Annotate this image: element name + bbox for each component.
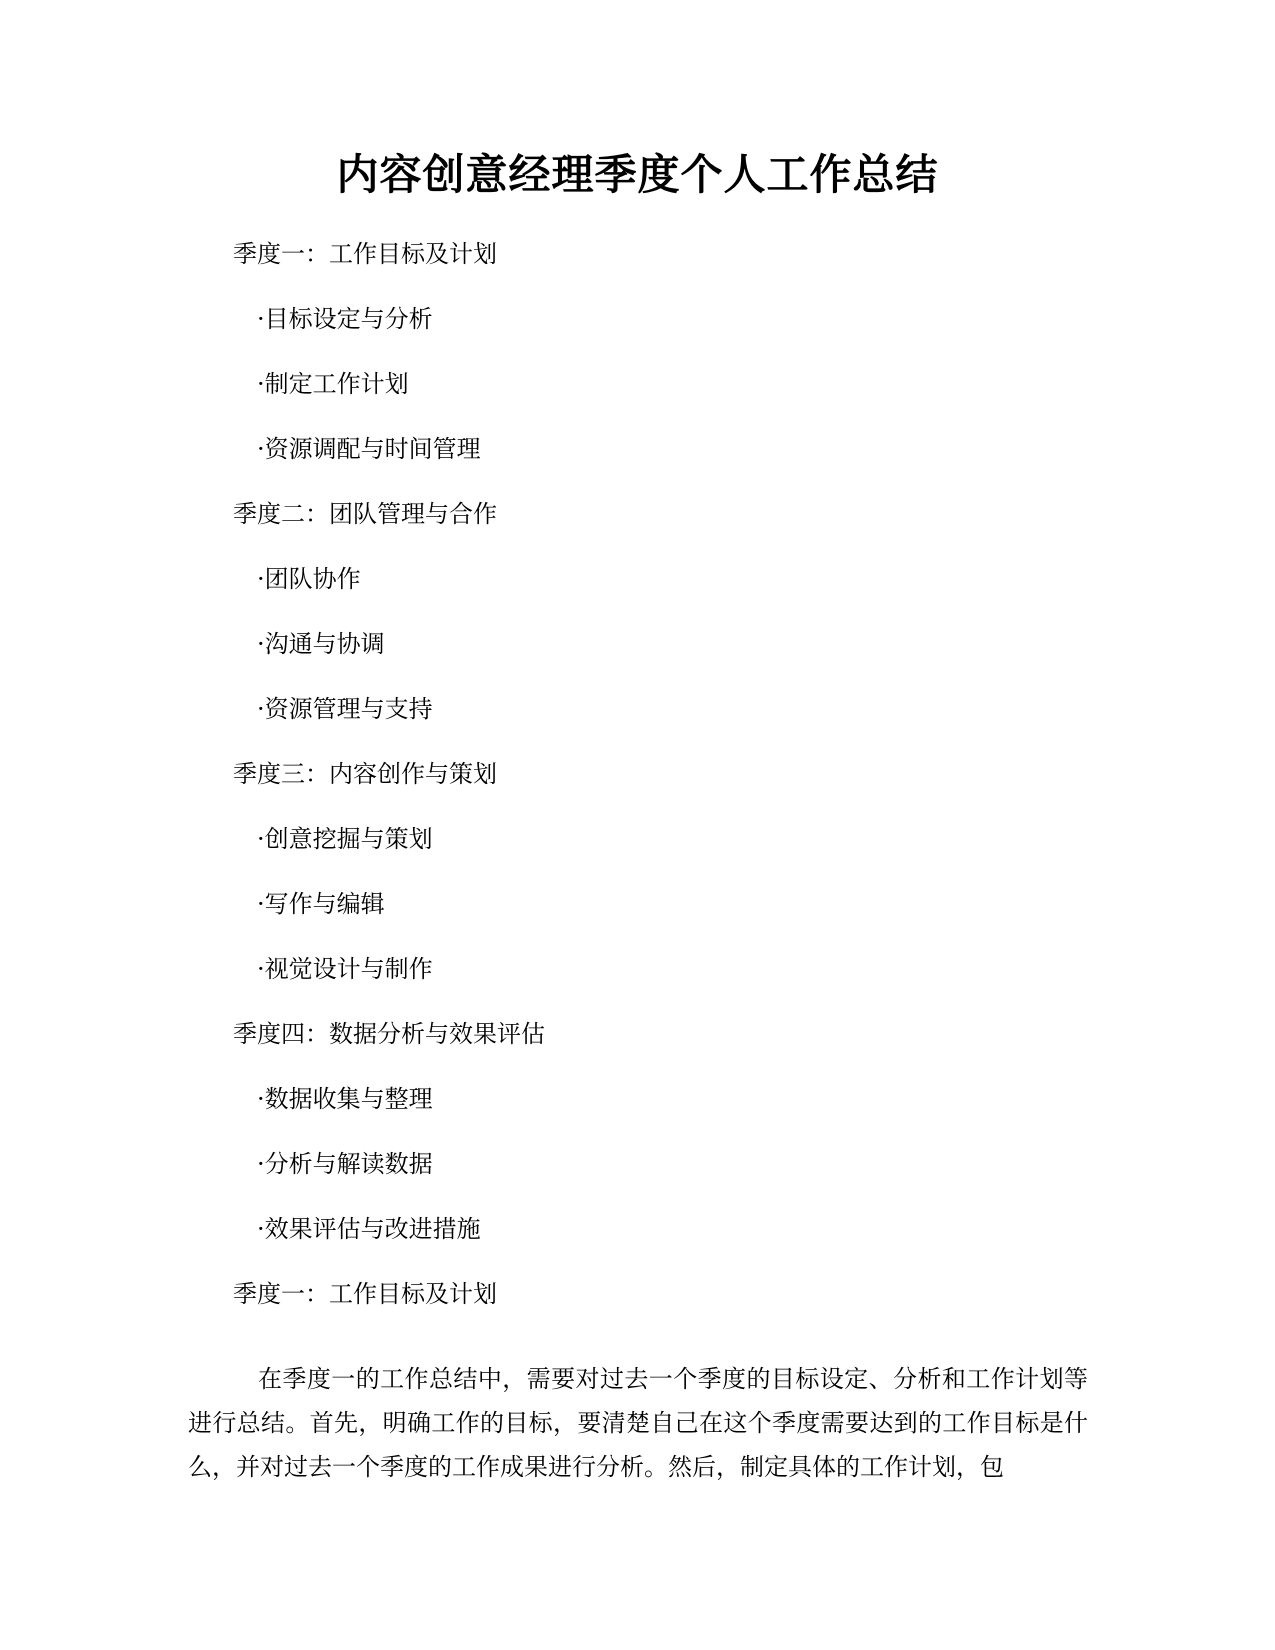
document-title: 内容创意经理季度个人工作总结 [336,150,939,199]
outline-item: ·写作与编辑 [257,890,385,918]
outline-item: ·目标设定与分析 [257,305,433,333]
outline-item: ·创意挖掘与策划 [257,825,433,853]
outline-item: ·资源管理与支持 [257,695,433,723]
outline-list [0,240,1275,1345]
section-heading: 季度二：团队管理与合作 [233,500,497,528]
section-heading: 季度三：内容创作与策划 [233,760,497,788]
outline-item: ·团队协作 [257,565,361,593]
section-heading: 季度四：数据分析与效果评估 [233,1020,545,1048]
outline-item: ·效果评估与改进措施 [257,1215,481,1243]
section-heading: 季度一：工作目标及计划 [233,1280,497,1308]
outline-item: ·视觉设计与制作 [257,955,433,983]
outline-item: ·制定工作计划 [257,370,409,398]
outline-item: ·数据收集与整理 [257,1085,433,1113]
section-heading: 季度一：工作目标及计划 [233,240,497,268]
body-paragraph: 在季度一的工作总结中，需要对过去一个季度的目标设定、分析和工作计划等进行总结。首先，明确工作的目标，要清楚自己在这个季度需要达到的工作目标是什么，并对过去一个季度的工作成果进行分析。然后，制定具体的工作计划，包 [188,1365,1088,1481]
outline-item: ·分析与解读数据 [257,1150,433,1178]
outline-item: ·资源调配与时间管理 [257,435,481,463]
outline-item: ·沟通与协调 [257,630,385,658]
